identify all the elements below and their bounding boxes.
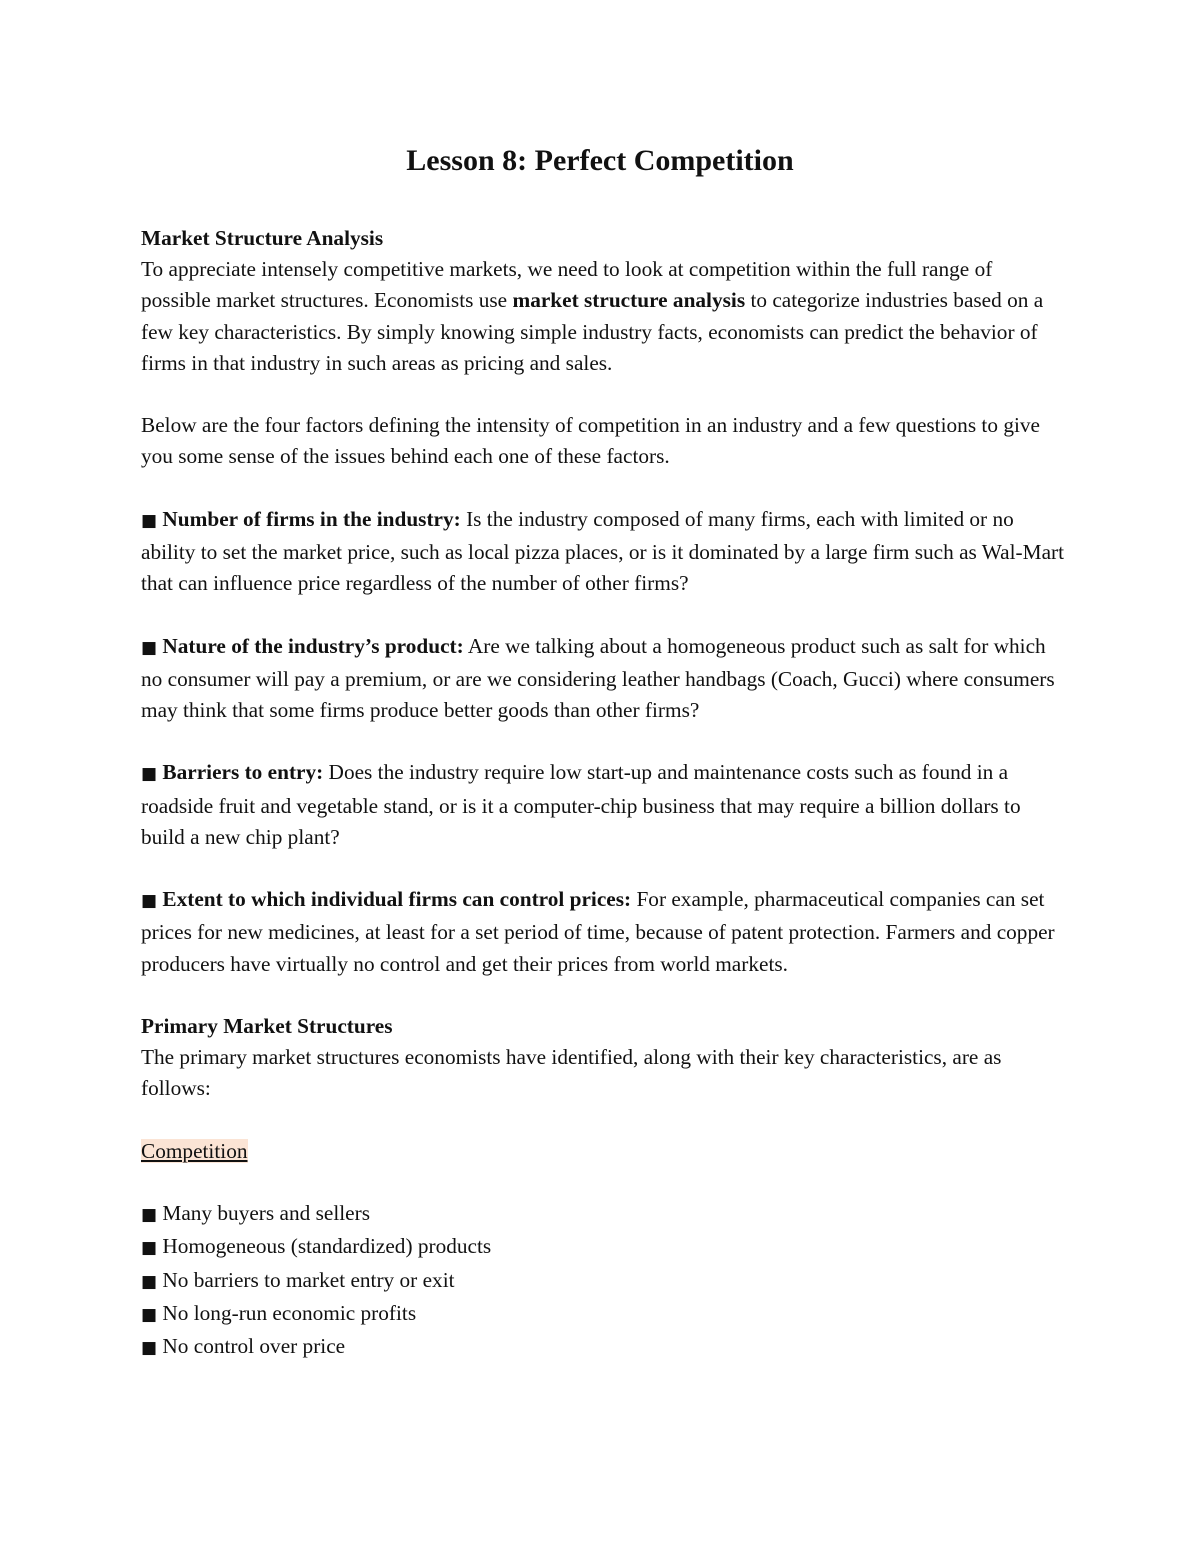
factor-text: Does the industry require low start-up and maintenance costs such as found in a roadside fruit and vegetable stand, or is it a computer-chip business that may require a billion dollars to build a new chip plant?: [141, 760, 1021, 849]
list-item-text: Many buyers and sellers: [162, 1201, 370, 1226]
bold-term: market structure analysis: [512, 288, 746, 313]
factor-item: [141, 504, 1066, 600]
list-item-text: No long-run economic profits: [162, 1300, 417, 1325]
list-item: [141, 1198, 1066, 1231]
list-item: [141, 1331, 1066, 1364]
bullet-square-icon: ■: [141, 1205, 158, 1226]
document-body: [141, 223, 1066, 1364]
paragraph-text: The primary market structures economists have identified, along with their key characteristics, are as follows:: [141, 1045, 1002, 1101]
section-heading: Market Structure Analysis: [141, 226, 384, 250]
competition-characteristics-list: [141, 1198, 1066, 1364]
factor-text: Are we talking about a homogeneous product such as salt for which no consumer will pay a premium, or are we considering leather handbags (Coach, Gucci) where consumers may think that some firms produce better goods than other firms?: [141, 633, 1055, 722]
factor-item: [141, 631, 1066, 727]
page-title: Lesson 8: Perfect Competition: [406, 144, 794, 177]
section-primary-market-structures: [141, 1011, 1066, 1105]
bullet-square-icon: ■: [141, 1238, 158, 1259]
factor-text: Is the industry composed of many firms, each with limited or no ability to set the market price, such as local pizza places, or is it dominated by a large firm such as Wal-Mart that can influence price regardless of the number of other firms?: [141, 506, 1065, 596]
competition-label-line: [141, 1136, 1066, 1167]
bullet-square-icon: ■: [141, 1337, 158, 1358]
list-item-text: Homogeneous (standardized) products: [162, 1234, 492, 1259]
paragraph-factors-intro: Below are the four factors defining the intensity of competition in an industry and a few questions to give you some sense of the issues behind each one of these factors.: [141, 413, 1040, 469]
factor-term: Barriers to entry:: [162, 760, 324, 785]
bullet-square-icon: ■: [141, 764, 158, 785]
bullet-square-icon: ■: [141, 1304, 158, 1325]
list-item: [141, 1265, 1066, 1298]
factor-text: For example, pharmaceutical companies can set prices for new medicines, at least for a set period of time, because of patent protection. Farmers and copper producers have virtually no control and get their prices from world markets.: [141, 887, 1055, 976]
factor-item: [141, 884, 1066, 980]
bullet-square-icon: ■: [141, 1271, 158, 1292]
section-heading: Primary Market Structures: [141, 1013, 393, 1038]
paragraph-text: To appreciate intensely competitive markets, we need to look at competition within the full range of possible market structures. Economists use: [141, 257, 993, 313]
factor-item: [141, 757, 1066, 853]
competition-label: Competition: [141, 1138, 248, 1163]
list-item-text: No control over price: [162, 1333, 346, 1358]
list-item: [141, 1298, 1066, 1331]
paragraph-text: to categorize industries based on a few key characteristics. By simply knowing simple industry facts, economists can predict the behavior of firms in that industry in such areas as pricing and sales.: [141, 288, 1044, 375]
section-market-structure-analysis: [141, 223, 1066, 379]
factor-term: Number of firms in the industry:: [162, 506, 461, 531]
bullet-square-icon: ■: [141, 510, 158, 531]
list-item-text: No barriers to market entry or exit: [162, 1267, 455, 1292]
bullet-square-icon: ■: [141, 637, 158, 658]
factor-term: Extent to which individual firms can control prices:: [162, 887, 632, 912]
list-item: [141, 1231, 1066, 1264]
factor-term: Nature of the industry’s product:: [162, 633, 464, 658]
bullet-square-icon: ■: [141, 891, 158, 912]
